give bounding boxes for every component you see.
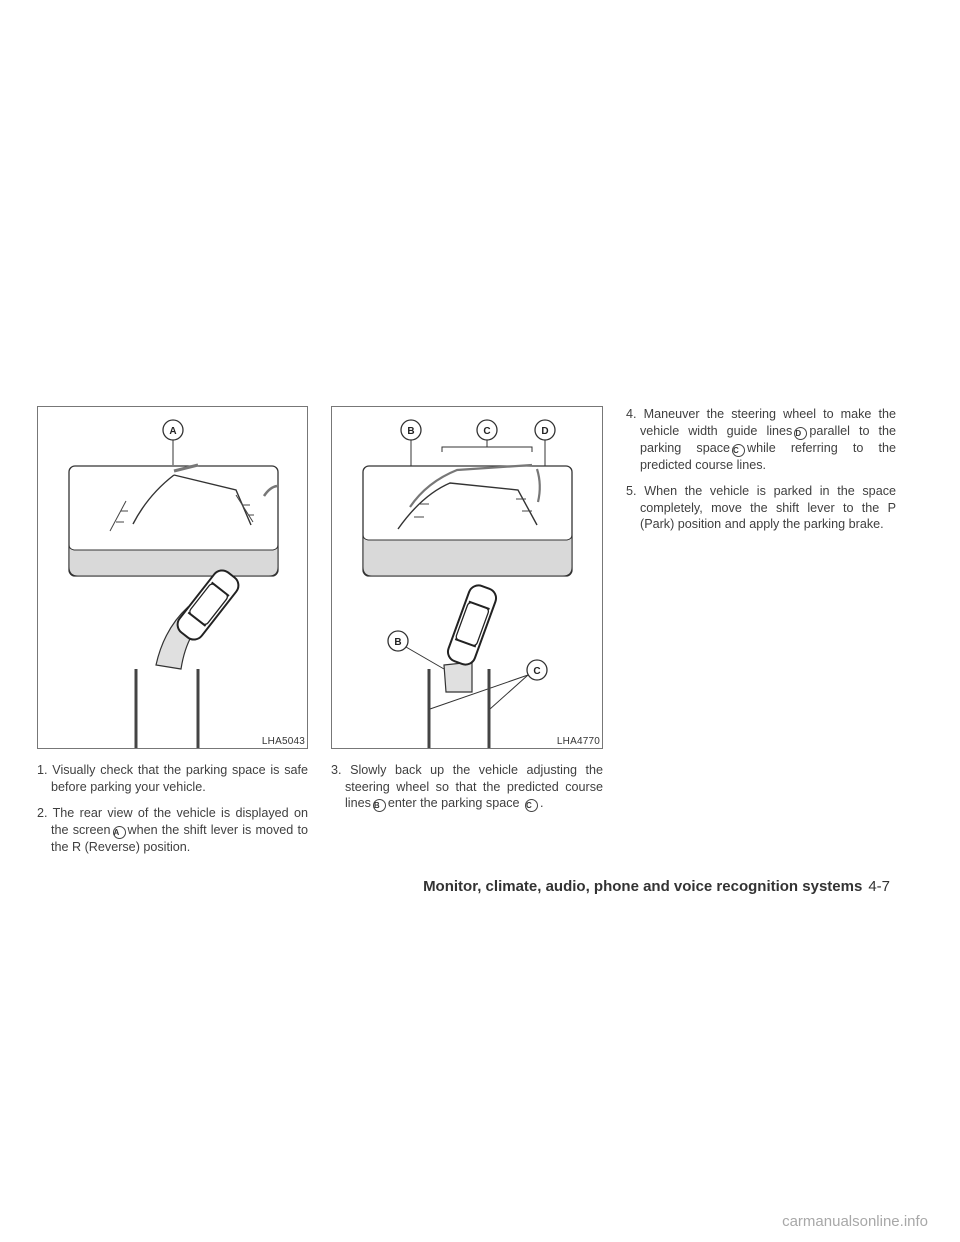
figure-1 [37,406,308,749]
step-1-text: Visually check that the parking space is safe before parking your vehicle. [51,763,308,794]
step-4-text-mid: parallel to the parking space [640,423,896,455]
marker-c: C [525,799,538,812]
section-title: Monitor, climate, audio, phone and voice recognition systems [423,878,863,895]
step-5 [626,483,896,533]
step-3-text-mid: enter the parking space [387,796,520,811]
page-footer [423,878,890,895]
step-3-number: 3. [331,763,342,777]
column-2 [331,762,603,822]
step-3-text-pre: Slowly back up the vehicle adjusting the steering wheel so that the predicted course lines [345,763,604,811]
step-2-text-post: when the shift lever is moved to the R (Reverse) position. [51,822,308,854]
step-3 [331,762,603,812]
step-5-text: When the vehicle is parked in the space completely, move the shift lever to the P (Park) position and apply the parking brake. [640,484,896,532]
marker-d: D [794,427,807,440]
figure-2-illustration [332,407,603,749]
marker-b: B [373,799,386,812]
step-4-text-pre: Maneuver the steering wheel to make the vehicle width guide lines [640,407,896,438]
marker-a: A [113,826,126,839]
step-4-number: 4. [626,407,637,421]
step-4 [626,406,896,473]
callout-b-bottom: B [394,637,402,648]
callout-c-bottom: C [533,666,541,677]
callout-a: A [169,426,177,437]
column-1 [37,762,308,865]
step-2-number: 2. [37,806,48,821]
figure-1-illustration [38,407,308,749]
callout-d-top: D [541,426,549,437]
step-5-number: 5. [626,484,637,499]
step-3-text-post: . [540,796,544,811]
page-number: 4-7 [868,878,890,895]
figure-2-code: LHA4770 [556,736,600,747]
step-1 [37,762,308,795]
step-2-text-pre: The rear view of the vehicle is displayed on the screen [51,806,308,837]
callout-b-top: B [407,426,415,437]
marker-c-2: C [732,444,745,457]
figure-2 [331,406,603,749]
step-4-text-post: while referring to the predicted course lines. [640,440,896,472]
step-2 [37,805,308,855]
callout-c-top: C [483,426,491,437]
figure-1-code: LHA5043 [261,736,305,747]
column-3 [626,406,896,543]
watermark: carmanualsonline.info [782,1213,928,1230]
step-1-number: 1. [37,763,48,777]
